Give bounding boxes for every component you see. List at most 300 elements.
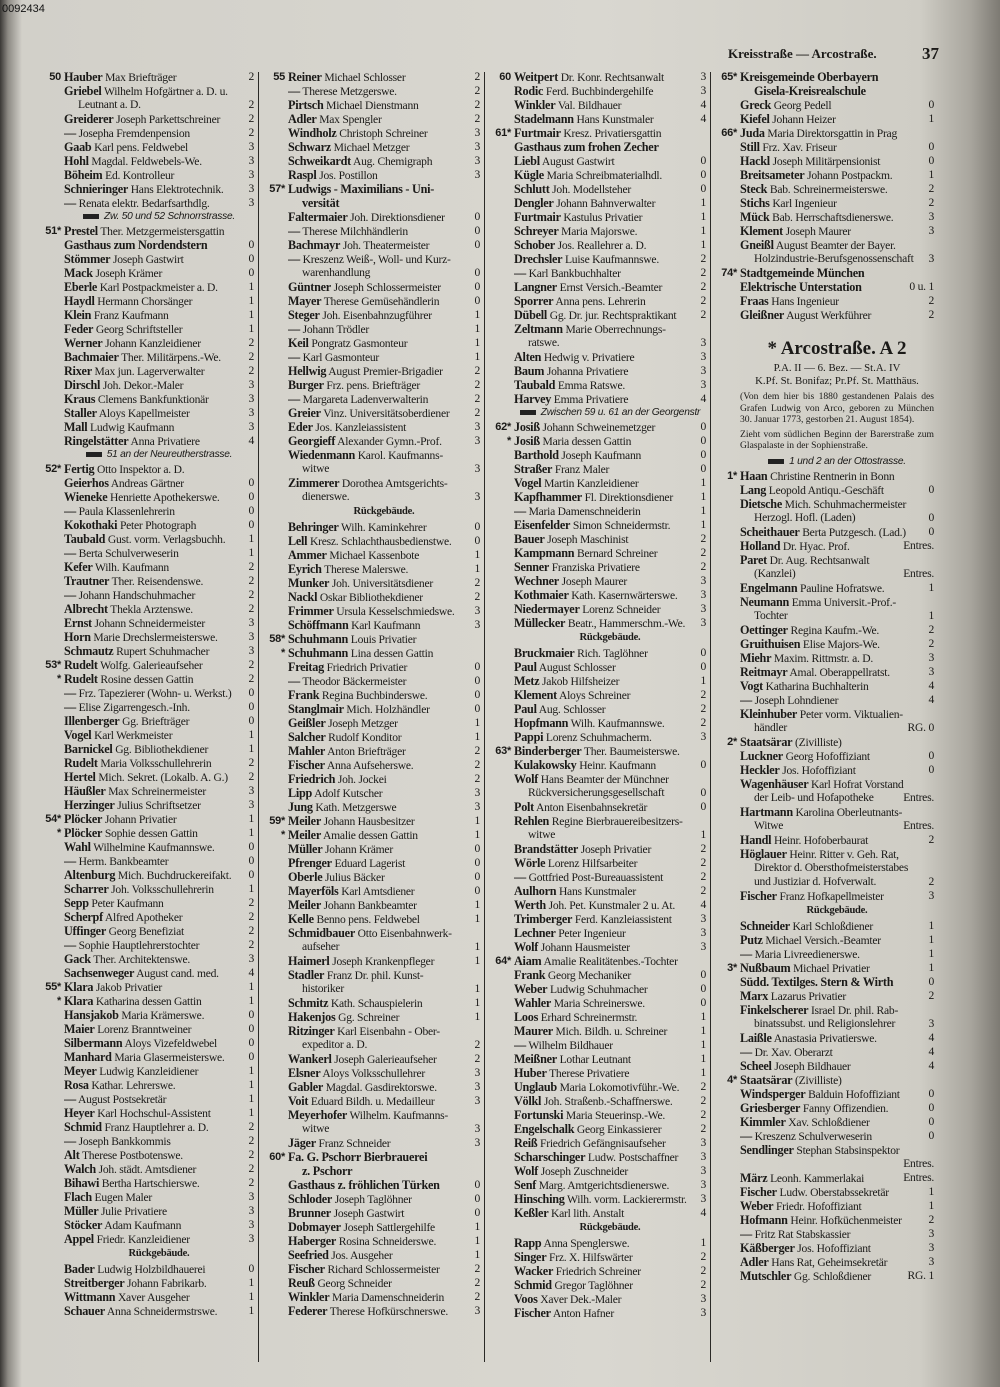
- floor: 3: [474, 786, 480, 799]
- entry-text: [288, 1192, 467, 1206]
- occupation: Balduin Hofoffiziant: [808, 1087, 900, 1101]
- surname: Senf: [514, 1178, 537, 1192]
- entry-text: [64, 560, 241, 574]
- entry-text: [514, 154, 693, 168]
- directory-entry: [64, 602, 254, 616]
- house-number: 4*: [727, 1073, 737, 1086]
- floor: 3: [928, 252, 934, 265]
- directory-entry: [288, 1276, 480, 1290]
- directory-entry: [288, 744, 480, 758]
- floor: 1: [700, 210, 706, 223]
- surname: Käßberger: [740, 1240, 795, 1255]
- occupation: Luise Kaufmannswe.: [564, 253, 659, 266]
- occupation: Anton Briefträger: [327, 745, 406, 758]
- occupation: versität: [302, 196, 340, 210]
- entry-text: [514, 196, 693, 210]
- surname: —: [740, 1044, 752, 1059]
- surname: Schöffmann: [288, 618, 349, 632]
- occupation: August Postsekretär: [77, 1093, 167, 1106]
- occupation: Kathar. Lehrerswe.: [91, 1079, 176, 1092]
- directory-entry: [288, 98, 480, 112]
- floor: 1: [474, 308, 480, 321]
- surname: Putz: [740, 932, 763, 947]
- directory-entry: [288, 940, 480, 954]
- directory-entry: [514, 518, 706, 532]
- directory-entry: [514, 112, 706, 126]
- occupation: Dr. Xav. Oberarzt: [754, 1045, 833, 1059]
- occupation: Joh. Dekor.-Maler: [102, 379, 184, 392]
- directory-entry: [64, 966, 254, 980]
- surname: —: [740, 1128, 752, 1143]
- column-4: [721, 70, 934, 1283]
- occupation: Jakob Hilfsheizer: [542, 675, 620, 688]
- entry-text: [514, 1108, 693, 1122]
- floor: 0: [248, 854, 254, 867]
- surname: Stömmer: [64, 252, 111, 266]
- entry-text: [288, 800, 467, 814]
- occupation: Richard Schlossermeister: [327, 1263, 440, 1276]
- surname: Bachmayr: [288, 238, 341, 252]
- surname: Schober: [514, 238, 555, 252]
- entry-text: [740, 763, 921, 777]
- directory-entry: [514, 814, 706, 828]
- occupation: Therese Milchhändlerin: [302, 225, 408, 238]
- directory-entry: [64, 350, 254, 364]
- floor: 1: [700, 1024, 706, 1037]
- occupation: Joh. Universitätsdiener: [331, 577, 433, 590]
- surname: Rixer: [64, 364, 92, 378]
- occupation: Benno pens. Feldwebel: [316, 913, 420, 926]
- entry-text: [514, 1192, 693, 1206]
- floor: 3: [928, 224, 934, 237]
- floor: 0: [474, 702, 480, 715]
- entry-text: [288, 70, 467, 84]
- surname: Maier: [64, 1022, 95, 1036]
- surname: Unglaub: [514, 1080, 557, 1094]
- directory-entry: [740, 1031, 934, 1045]
- directory-entry: [514, 1052, 706, 1066]
- floor: [921, 553, 934, 567]
- directory-entry: [49, 70, 254, 84]
- house-number: 50: [49, 71, 61, 83]
- occupation: Georg Mechaniker: [547, 969, 631, 982]
- entry-text: [64, 1148, 241, 1162]
- entry-text: [64, 882, 241, 896]
- entry-text: [514, 926, 693, 940]
- floor: [921, 1143, 934, 1157]
- occupation: Karl Postpackmeister a. D.: [99, 281, 218, 294]
- surname: Kulakowsky: [514, 758, 577, 772]
- directory-entry: [740, 252, 934, 266]
- floor: 2: [248, 350, 254, 363]
- entry-text: [514, 70, 693, 84]
- directory-entry: [269, 1150, 480, 1164]
- entry-text: [64, 784, 241, 798]
- floor: [921, 126, 934, 140]
- floor: 2: [700, 546, 706, 559]
- surname: Bruckmaier: [514, 646, 575, 660]
- section-heading: [514, 1220, 706, 1236]
- floor: 2: [928, 308, 934, 321]
- house-number: 64*: [495, 955, 511, 967]
- occupation: Ther. Metzgermeistersgattin: [100, 225, 225, 238]
- floor: [241, 224, 254, 238]
- occupation: Bab. Schreinermeisterswe.: [769, 183, 888, 196]
- floor: [241, 462, 254, 476]
- floor: 3: [474, 434, 480, 447]
- house-number: 60: [499, 71, 511, 83]
- floor: 0: [700, 996, 706, 1009]
- directory-entry: [514, 1236, 706, 1250]
- occupation: Ther. Reisendenswe.: [111, 575, 204, 588]
- entry-text: [514, 1264, 693, 1278]
- directory-entry: [288, 378, 480, 392]
- entry-text: [288, 758, 467, 772]
- surname: Meyerhofer: [288, 1108, 348, 1122]
- floor: 3: [474, 490, 480, 503]
- entry-text: [64, 280, 241, 294]
- directory-entry: [740, 154, 934, 168]
- directory-entry: [288, 996, 480, 1010]
- entry-text: [740, 1115, 921, 1129]
- directory-entry: [64, 168, 254, 182]
- entry-text: [64, 434, 241, 448]
- floor: 2: [474, 1276, 480, 1289]
- directory-entry: [288, 252, 480, 266]
- occupation: Heinr. Hofküchenmeister: [790, 1213, 902, 1227]
- occupation: Kresz. Privatiersgattin: [563, 127, 662, 140]
- directory-entry: [740, 819, 934, 833]
- directory-entry: [514, 884, 706, 898]
- entry-text: [740, 989, 921, 1003]
- directory-entry: [514, 716, 706, 730]
- occupation: Lazarus Privatier: [770, 989, 847, 1003]
- directory-entry: [45, 980, 254, 994]
- occupation: Joseph Schlossermeister: [333, 281, 441, 294]
- floor: 2: [474, 406, 480, 419]
- entry-text: [740, 721, 905, 735]
- street-heading: * Arcostraße. A 2: [767, 338, 907, 359]
- surname: Kothmaier: [514, 588, 569, 602]
- occupation: Gg. Bibliothekdiener: [115, 743, 209, 756]
- surname: Lechner: [514, 926, 556, 940]
- directory-entry: [721, 70, 934, 84]
- house-number: 74*: [721, 267, 737, 279]
- entry-text: [64, 868, 241, 882]
- surname: Gleißner: [740, 308, 785, 322]
- directory-entry: [740, 98, 934, 112]
- surname: Rudelt: [64, 672, 98, 686]
- floor: 1: [248, 1304, 254, 1317]
- surname: Engelschalk: [514, 1122, 575, 1136]
- floor: 0: [700, 182, 706, 195]
- floor: 3: [928, 888, 934, 902]
- occupation: Katharina Buchhalterin: [765, 679, 869, 693]
- entry-text: [64, 1290, 241, 1304]
- surname: Lang: [740, 482, 767, 497]
- occupation: Joseph Maurer: [785, 225, 851, 238]
- occupation: Maria dessen Gattin: [542, 435, 632, 448]
- directory-entry: [514, 546, 706, 560]
- floor: 2: [700, 280, 706, 293]
- directory-entry: [288, 350, 480, 364]
- surname: Gruithuisen: [740, 636, 801, 651]
- entry-text: [288, 420, 467, 434]
- entry-text: [740, 833, 921, 847]
- entry-text: [740, 98, 921, 112]
- occupation: Karl Werkmeister: [94, 729, 173, 742]
- surname: Josiß: [514, 420, 540, 434]
- entry-text: [740, 861, 921, 875]
- occupation: der Leib- und Hofapotheke: [754, 790, 874, 804]
- directory-entry: [64, 308, 254, 322]
- surname: Kiefel: [740, 112, 770, 126]
- directory-entry: [740, 651, 934, 665]
- entry-text: [740, 182, 921, 196]
- surname: Singer: [514, 1250, 547, 1264]
- floor: 0: [474, 224, 480, 237]
- directory-entry: [514, 364, 706, 378]
- entry-text: [514, 140, 693, 154]
- occupation: Witwe: [754, 818, 784, 832]
- entry-text: [740, 70, 921, 84]
- directory-entry: [514, 1038, 706, 1052]
- surname: Stöcker: [64, 1218, 103, 1232]
- entry-text: [288, 462, 467, 476]
- directory-entry: [495, 954, 706, 968]
- occupation: Karl Hofrat Vorstand: [811, 777, 904, 791]
- entry-text: [288, 1052, 467, 1066]
- directory-entry: [514, 1136, 706, 1150]
- entry-text: [64, 770, 241, 784]
- floor: [921, 497, 934, 511]
- floor: [921, 805, 934, 819]
- directory-entry: [514, 968, 706, 982]
- floor: 0: [928, 1086, 934, 1100]
- entry-text: [740, 933, 921, 947]
- directory-entry: [514, 702, 706, 716]
- entry-text: [64, 1120, 241, 1134]
- surname: Gaab: [64, 140, 92, 154]
- entry-text: [740, 154, 921, 168]
- occupation: Friedrich Gefängnisaufseher: [540, 1137, 666, 1150]
- entry-text: [288, 126, 467, 140]
- directory-entry: [514, 140, 706, 154]
- directory-entry: [64, 322, 254, 336]
- floor: 1: [474, 716, 480, 729]
- entry-text: [64, 406, 241, 420]
- directory-entry: [514, 828, 706, 842]
- floor: 1: [700, 1052, 706, 1065]
- occupation: Anton Hafner: [552, 1307, 614, 1320]
- entry-text: [740, 553, 921, 567]
- surname: Eisenfelder: [514, 518, 571, 532]
- surname: Illenberger: [64, 714, 120, 728]
- surname: Fertig: [64, 462, 95, 476]
- occupation: Elektrische Unterstation: [740, 280, 862, 294]
- floor: 2: [700, 308, 706, 321]
- entry-text: [514, 772, 693, 786]
- directory-entry: [740, 1227, 934, 1241]
- occupation: Johann Hausmeister: [540, 941, 630, 954]
- floor: 2: [928, 196, 934, 209]
- surname: Wankerl: [288, 1052, 332, 1066]
- surname: Pfrenger: [288, 856, 332, 870]
- occupation: Joh. Direktionsdiener: [350, 211, 445, 224]
- surname: —: [514, 1038, 526, 1052]
- directory-entry: [514, 84, 706, 98]
- floor: RG. 0: [907, 720, 934, 734]
- directory-entry: [64, 378, 254, 392]
- entry-text: [288, 1248, 467, 1262]
- entry-text: [514, 1094, 693, 1108]
- surname: —: [64, 546, 76, 560]
- entry-text: [514, 842, 693, 856]
- floor: [921, 847, 934, 861]
- floor: Entres.: [903, 1156, 934, 1170]
- occupation: Georg Hofoffiziant: [785, 749, 870, 763]
- entry-text: [64, 1022, 241, 1036]
- entry-text: [64, 798, 241, 812]
- occupation: Johann Hausbesitzer: [323, 815, 415, 828]
- directory-entry: [740, 210, 934, 224]
- surname: Faltermaier: [288, 210, 348, 224]
- directory-entry: [514, 1306, 706, 1320]
- occupation: Jakob Privatier: [95, 981, 162, 994]
- entry-text: [514, 518, 693, 532]
- floor: 2: [248, 1148, 254, 1161]
- occupation: Sophie dessen Gattin: [104, 827, 198, 840]
- floor: 3: [474, 1136, 480, 1149]
- entry-text: [740, 266, 921, 280]
- entry-text: [740, 651, 921, 665]
- surname: Mahler: [288, 744, 326, 758]
- directory-entry: [288, 870, 480, 884]
- entry-text: [288, 168, 467, 182]
- directory-entry: [64, 686, 254, 700]
- entry-text: [288, 1178, 467, 1192]
- surname: Liebl: [514, 154, 540, 168]
- directory-entry: [740, 483, 934, 497]
- floor: 1: [700, 238, 706, 251]
- floor: 1: [474, 954, 480, 967]
- floor: 2: [474, 378, 480, 391]
- surname: Weber: [740, 1198, 774, 1213]
- surname: Fischer: [740, 888, 777, 903]
- floor: Entres.: [903, 790, 934, 804]
- directory-entry: [740, 294, 934, 308]
- directory-entry: [740, 637, 934, 651]
- occupation: Dr. Hyac. Prof.: [782, 539, 850, 553]
- occupation: Wilhelm Hofgärtner a. D. u.: [103, 85, 228, 98]
- directory-entry: [288, 1108, 480, 1122]
- house-number: 60*: [269, 1151, 285, 1163]
- directory-entry: [740, 919, 934, 933]
- directory-entry: [288, 520, 480, 534]
- occupation: Maria Schreibmaterialhdl.: [546, 169, 663, 182]
- directory-entry: [64, 238, 254, 252]
- occupation: Georg Schneider: [317, 1277, 392, 1290]
- directory-entry: [64, 1218, 254, 1232]
- entry-text: [514, 1164, 693, 1178]
- directory-entry: [740, 1199, 934, 1213]
- directory-entry: [514, 1250, 706, 1264]
- surname: Windsperger: [740, 1086, 806, 1101]
- floor: 0: [248, 714, 254, 727]
- floor: [693, 814, 706, 828]
- occupation: Johann Schweinemetzger: [542, 421, 656, 434]
- entry-text: [288, 140, 467, 154]
- surname: Sporrer: [514, 294, 554, 308]
- occupation: Therese Malerswe.: [324, 563, 409, 576]
- directory-entry: [288, 1122, 480, 1136]
- occupation: Joh. Straßenb.-Schaffnerswe.: [543, 1095, 673, 1108]
- floor: 0: [474, 842, 480, 855]
- floor: 0: [474, 688, 480, 701]
- entry-text: [64, 168, 241, 182]
- floor: 2: [700, 856, 706, 869]
- occupation: Karl pens. Feldwebel: [94, 141, 188, 154]
- directory-entry: [64, 896, 254, 910]
- occupation: Aloys Vizefeldwebel: [124, 1037, 218, 1050]
- occupation: Franz Hofkapellmeister: [779, 889, 884, 903]
- surname: Hansjakob: [64, 1008, 119, 1022]
- entry-text: [514, 420, 693, 434]
- occupation: Frz. X. Hilfswärter: [549, 1251, 633, 1264]
- occupation: Georg Einkassierer: [576, 1123, 662, 1136]
- floor: 2: [700, 1094, 706, 1107]
- floor: [241, 84, 254, 98]
- surname: Wahl: [64, 840, 91, 854]
- occupation: Katharina dessen Gattin: [95, 995, 202, 1008]
- floor: 2: [474, 576, 480, 589]
- directory-entry: [64, 98, 254, 112]
- surname: Baum: [514, 364, 545, 378]
- entry-text: [64, 924, 241, 938]
- floor: 0: [248, 476, 254, 489]
- floor: 1: [474, 912, 480, 925]
- floor: 0: [474, 210, 480, 223]
- floor: 3: [700, 1178, 706, 1191]
- surname: Engelmann: [740, 580, 798, 595]
- floor: [921, 1073, 934, 1087]
- surname: Kügle: [514, 168, 544, 182]
- floor: 3: [248, 798, 254, 811]
- directory-entry: [514, 154, 706, 168]
- entry-text: [514, 238, 693, 252]
- entry-text: [288, 576, 467, 590]
- column-2: [269, 70, 480, 1318]
- occupation: Xav. Schloßdiener: [788, 1115, 870, 1129]
- occupation: aufseher: [302, 940, 340, 953]
- entry-text: [514, 588, 693, 602]
- occupation: Joseph Metzger: [328, 717, 398, 730]
- occupation: binatssubst. und Religionslehrer: [754, 1016, 896, 1030]
- directory-entry: [514, 350, 706, 364]
- entry-text: [288, 98, 467, 112]
- house-number: 62*: [495, 421, 511, 433]
- occupation: Ther. Baumeisterswe.: [583, 745, 680, 758]
- surname: Dübell: [514, 308, 548, 322]
- surname: Fischer: [288, 758, 325, 772]
- directory-entry: [495, 420, 706, 434]
- directory-entry: [499, 70, 706, 84]
- occupation: Eduard Lagerist: [334, 857, 406, 870]
- cross-reference-note: [740, 455, 934, 469]
- floor: 2: [248, 1176, 254, 1189]
- surname: Ernst: [64, 616, 92, 630]
- surname: Kelle: [288, 912, 314, 926]
